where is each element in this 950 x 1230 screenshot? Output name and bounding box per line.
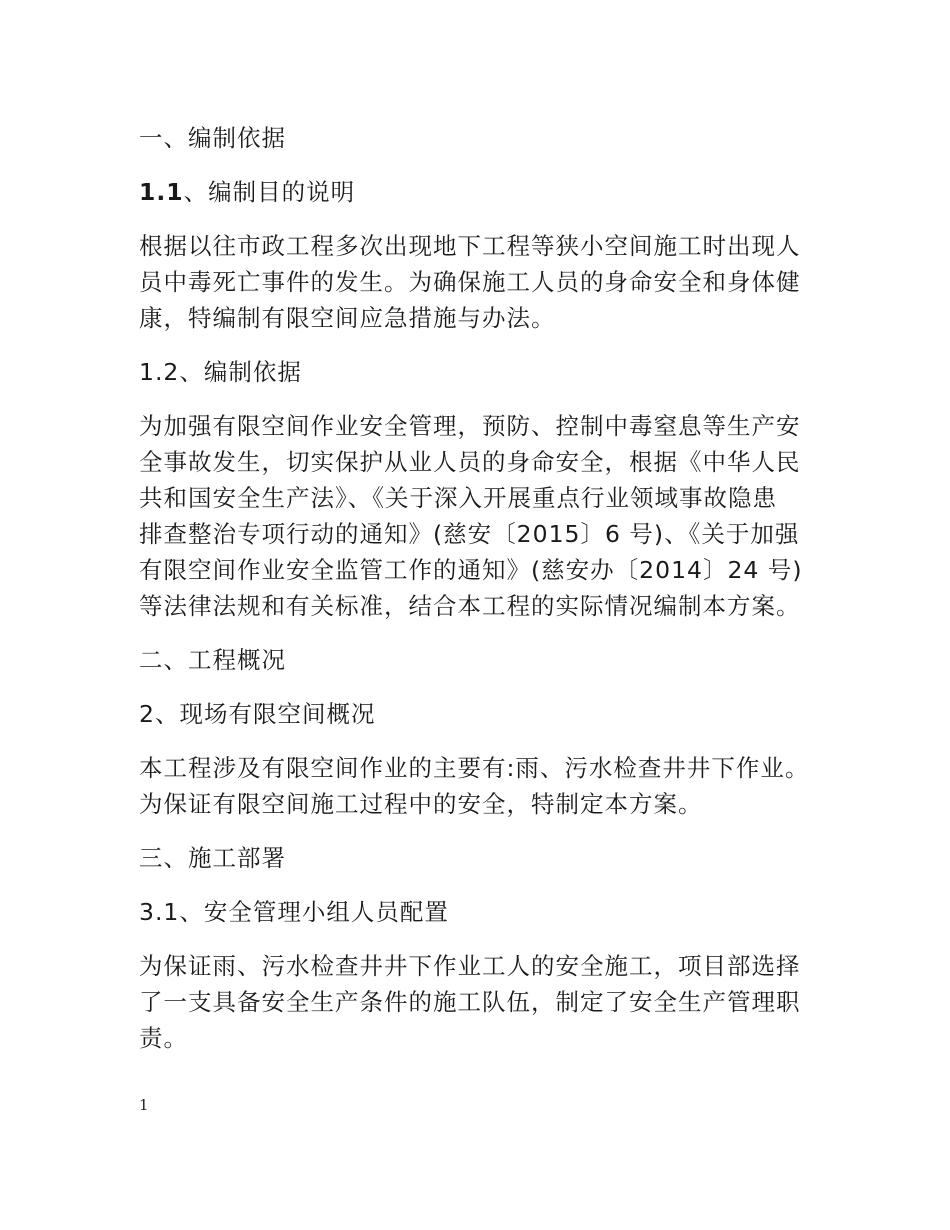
paragraph-line: 根据以往市政工程多次出现地下工程等狭小空间施工时出现人 bbox=[139, 232, 801, 260]
paragraph-purpose bbox=[139, 228, 819, 336]
subsection-heading-1-2 bbox=[139, 354, 819, 390]
subsection-heading-1-1 bbox=[139, 174, 819, 210]
section-heading-2 bbox=[139, 642, 819, 678]
paragraph-line: 责。 bbox=[139, 1024, 188, 1052]
paragraph-overview bbox=[139, 750, 819, 822]
heading-number: 1.1 bbox=[139, 178, 184, 206]
heading-text: 3.1、安全管理小组人员配置 bbox=[139, 898, 449, 926]
section-heading-3 bbox=[139, 840, 819, 876]
heading-text: 2、现场有限空间概况 bbox=[139, 700, 376, 728]
document-body bbox=[139, 120, 819, 1074]
heading-text: 二、工程概况 bbox=[139, 646, 286, 674]
paragraph-line: 员中毒死亡事件的发生。为确保施工人员的身命安全和身体健 bbox=[139, 268, 801, 296]
paragraph-line: 全事故发生，切实保护从业人员的身命安全，根据《中华人民 bbox=[139, 448, 801, 476]
heading-title: 、编制目的说明 bbox=[183, 178, 356, 206]
paragraph-basis bbox=[139, 408, 819, 624]
heading-text: 一、编制依据 bbox=[139, 124, 286, 152]
paragraph-line: 了一支具备安全生产条件的施工队伍，制定了安全生产管理职 bbox=[139, 988, 801, 1016]
subsection-heading-3-1 bbox=[139, 894, 819, 930]
paragraph-line: 有限空间作业安全监管工作的通知》(慈安办〔2014〕24 号) bbox=[139, 556, 803, 584]
subsection-heading-2-1 bbox=[139, 696, 819, 732]
paragraph-line: 等法律法规和有关标准，结合本工程的实际情况编制本方案。 bbox=[139, 592, 801, 620]
paragraph-line: 为加强有限空间作业安全管理，预防、控制中毒窒息等生产安 bbox=[139, 412, 801, 440]
paragraph-staffing bbox=[139, 948, 819, 1056]
paragraph-line: 康，特编制有限空间应急措施与办法。 bbox=[139, 304, 556, 332]
section-heading-1 bbox=[139, 120, 819, 156]
paragraph-line: 排查整治专项行动的通知》(慈安〔2015〕6 号)、《关于加强 bbox=[139, 520, 800, 548]
paragraph-line: 为保证有限空间施工过程中的安全，特制定本方案。 bbox=[139, 790, 703, 818]
heading-text: 1.2、编制依据 bbox=[139, 358, 302, 386]
paragraph-line: 本工程涉及有限空间作业的主要有:雨、污水检查井井下作业。 bbox=[139, 754, 810, 782]
page-number: 1 bbox=[139, 1096, 149, 1114]
heading-text: 三、施工部署 bbox=[139, 844, 286, 872]
paragraph-line: 为保证雨、污水检查井井下作业工人的安全施工，项目部选择 bbox=[139, 952, 801, 980]
paragraph-line: 共和国安全生产法》、《关于深入开展重点行业领域事故隐患 bbox=[139, 484, 777, 512]
